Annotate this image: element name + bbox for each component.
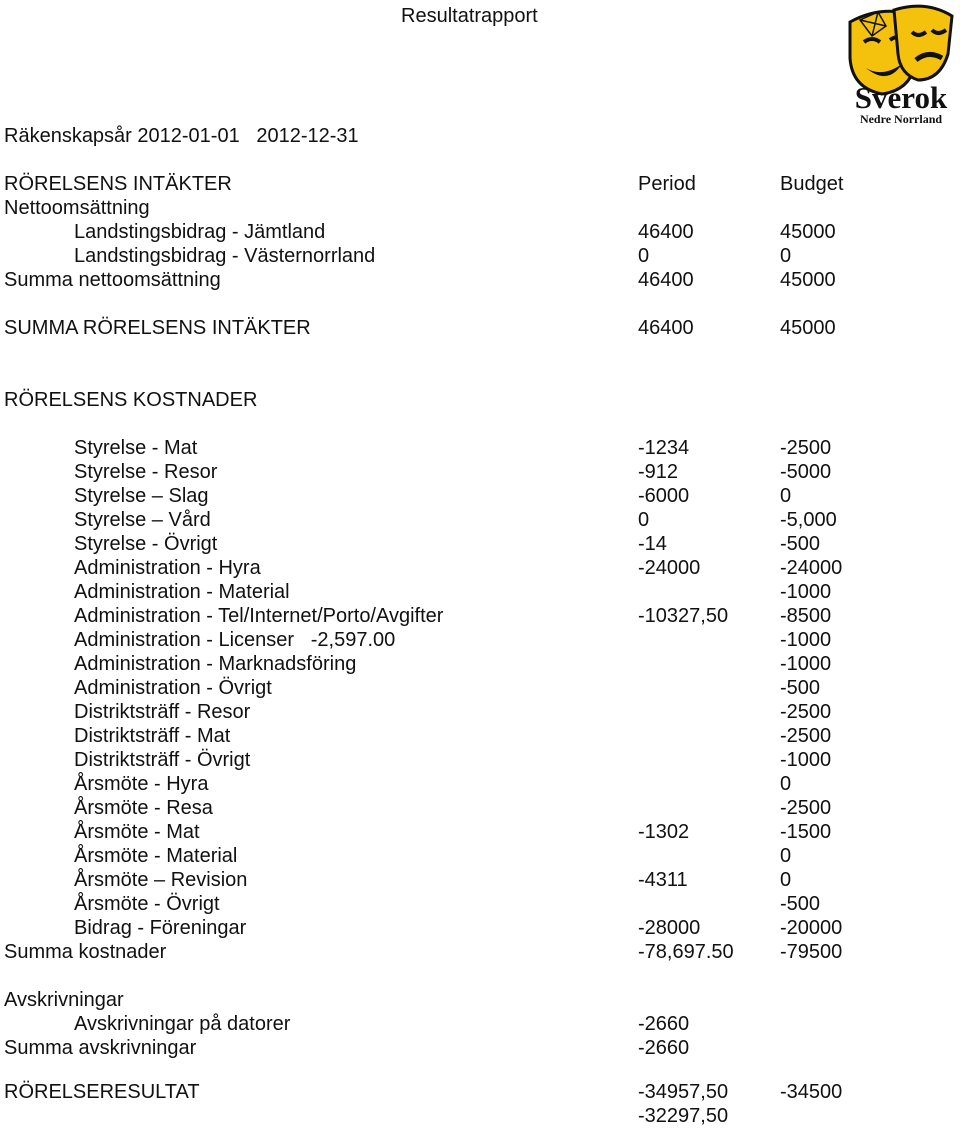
- cost-row-budget: -2500: [780, 701, 832, 723]
- cost-row-budget: -2500: [780, 725, 832, 747]
- income-row-budget: 45000: [780, 221, 836, 243]
- depreciation-row-period: -2660: [638, 1013, 690, 1035]
- cost-row-label: Administration - Tel/Internet/Porto/Avgifter: [74, 605, 444, 627]
- cost-row-budget: -500: [780, 893, 821, 915]
- income-total-label: SUMMA RÖRELSENS INTÄKTER: [4, 317, 311, 339]
- operating-result-budget: -34500: [780, 1081, 843, 1103]
- cost-row-budget: 0: [780, 773, 792, 795]
- income-row-budget: 0: [780, 245, 792, 267]
- cost-row-label: Administration - Marknadsföring: [74, 653, 357, 675]
- budget-column-header: Budget: [780, 173, 844, 195]
- cost-row-label: Årsmöte – Revision: [74, 869, 248, 891]
- logo-region: Nedre Norrland: [859, 112, 943, 126]
- cost-row-label: Administration - Hyra: [74, 557, 261, 579]
- cost-row-budget: -1000: [780, 581, 832, 603]
- cost-row-label: Årsmöte - Hyra: [74, 773, 209, 795]
- cost-row-period: -1234: [638, 437, 690, 459]
- cost-row-label: Årsmöte - Material: [74, 845, 238, 867]
- cost-row-period: -1302: [638, 821, 690, 843]
- cost-row-budget: 0: [780, 869, 792, 891]
- cost-row-budget: -1500: [780, 821, 832, 843]
- income-heading: RÖRELSENS INTÄKTER: [4, 173, 232, 195]
- depreciation-row-label: Avskrivningar på datorer: [74, 1013, 291, 1035]
- cost-row-budget: -5000: [780, 461, 832, 483]
- cost-row-budget: -1000: [780, 749, 832, 771]
- depreciation-sum-label: Summa avskrivningar: [4, 1037, 197, 1059]
- costs-heading: RÖRELSENS KOSTNADER: [4, 389, 258, 411]
- cost-row-budget: -500: [780, 533, 821, 555]
- sverok-logo: [842, 2, 960, 128]
- net-sales-sum-budget: 45000: [780, 269, 836, 291]
- cost-row-budget: -1000: [780, 653, 832, 675]
- cost-row-label: Distriktsträff - Mat: [74, 725, 231, 747]
- income-row-label: Landstingsbidrag - Jämtland: [74, 221, 326, 243]
- cost-row-budget: -1000: [780, 629, 832, 651]
- cost-row-period: -10327,50: [638, 605, 729, 627]
- cost-row-budget: -5,000: [780, 509, 837, 531]
- page-title: Resultatrapport: [401, 5, 538, 27]
- cost-row-label: Bidrag - Föreningar: [74, 917, 247, 939]
- cost-row-label: Styrelse – Slag: [74, 485, 209, 507]
- income-row-label: Landstingsbidrag - Västernorrland: [74, 245, 376, 267]
- income-row-period: 0: [638, 245, 650, 267]
- cost-row-label: Årsmöte - Övrigt: [74, 893, 220, 915]
- cost-row-label: Administration - Licenser -2,597.00: [74, 629, 396, 651]
- depreciation-sum-period: -2660: [638, 1037, 690, 1059]
- cost-row-period: -4311: [638, 869, 688, 891]
- costs-sum-budget: -79500: [780, 941, 843, 963]
- cost-row-period: -28000: [638, 917, 701, 939]
- cost-row-budget: -8500: [780, 605, 832, 627]
- net-sales-heading: Nettoomsättning: [4, 197, 150, 219]
- cost-row-budget: -24000: [780, 557, 843, 579]
- income-total-period: 46400: [638, 317, 694, 339]
- net-sales-sum-label: Summa nettoomsättning: [4, 269, 221, 291]
- cost-row-budget: 0: [780, 485, 792, 507]
- cost-row-budget: -20000: [780, 917, 843, 939]
- cost-row-label: Styrelse - Resor: [74, 461, 218, 483]
- cost-row-period: -912: [638, 461, 679, 483]
- costs-sum-label: Summa kostnader: [4, 941, 167, 963]
- cost-row-budget: 0: [780, 845, 792, 867]
- operating-result-period-alt: -32297,50: [638, 1105, 729, 1127]
- operating-result-period: -34957,50: [638, 1081, 729, 1103]
- cost-row-period: -24000: [638, 557, 701, 579]
- income-total-budget: 45000: [780, 317, 836, 339]
- costs-sum-period: -78,697.50: [638, 941, 734, 963]
- cost-row-label: Administration - Material: [74, 581, 290, 603]
- net-sales-sum-period: 46400: [638, 269, 694, 291]
- cost-row-label: Administration - Övrigt: [74, 677, 272, 699]
- cost-row-label: Distriktsträff - Övrigt: [74, 749, 251, 771]
- fiscal-year: Räkenskapsår 2012-01-01 2012-12-31: [4, 125, 359, 147]
- cost-row-label: Styrelse - Övrigt: [74, 533, 218, 555]
- cost-row-budget: -2500: [780, 797, 832, 819]
- depreciation-heading: Avskrivningar: [4, 989, 124, 1011]
- cost-row-period: -14: [638, 533, 667, 555]
- cost-row-budget: -500: [780, 677, 821, 699]
- cost-row-period: -6000: [638, 485, 690, 507]
- cost-row-label: Styrelse – Vård: [74, 509, 211, 531]
- cost-row-budget: -2500: [780, 437, 832, 459]
- operating-result-label: RÖRELSERESULTAT: [4, 1081, 200, 1103]
- logo-wordmark: Sverok: [854, 80, 948, 115]
- income-row-period: 46400: [638, 221, 694, 243]
- cost-row-label: Årsmöte - Mat: [74, 821, 200, 843]
- cost-row-period: 0: [638, 509, 650, 531]
- period-column-header: Period: [638, 173, 696, 195]
- cost-row-label: Distriktsträff - Resor: [74, 701, 251, 723]
- cost-row-label: Styrelse - Mat: [74, 437, 198, 459]
- cost-row-label: Årsmöte - Resa: [74, 797, 213, 819]
